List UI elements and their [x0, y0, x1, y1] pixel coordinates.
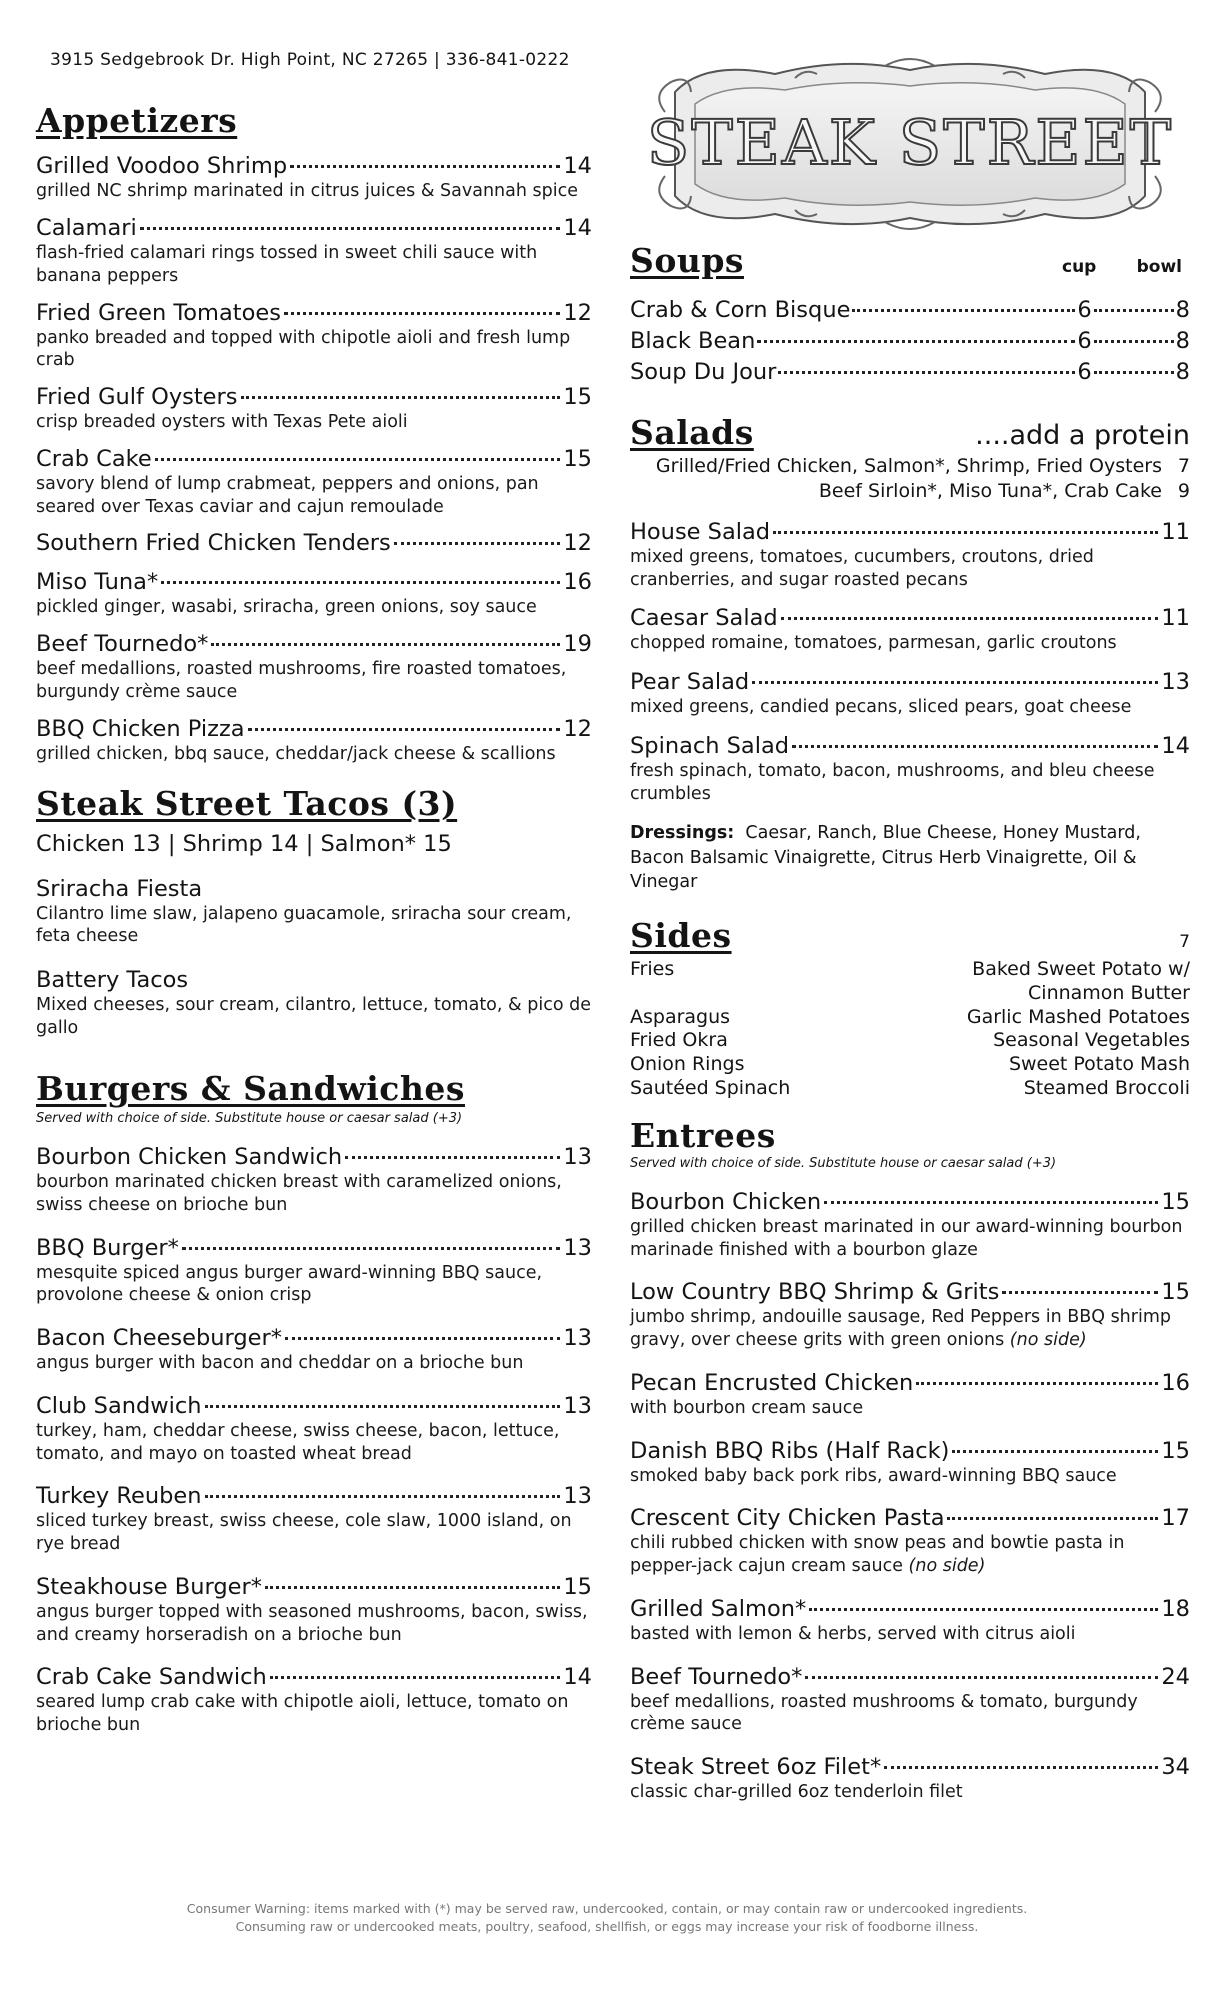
taco-description: Mixed cheeses, sour cream, cilantro, lettuce, tomato, & pico de gallo — [36, 995, 591, 1038]
consumer-warning — [0, 1900, 1214, 1936]
menu-item — [36, 631, 592, 704]
side-item: Garlic Mashed Potatoes — [966, 1005, 1190, 1028]
dot-leader — [792, 744, 1158, 748]
menu-item — [36, 215, 592, 288]
sides-header — [630, 915, 1190, 956]
dot-leader — [884, 1765, 1158, 1769]
dot-leader — [778, 371, 1075, 374]
side-item: Fried Okra — [630, 1029, 728, 1052]
left-column — [36, 100, 592, 1737]
menu-item-description-text: with bourbon cream sauce — [630, 1397, 864, 1418]
protein-price: 9 — [1177, 480, 1190, 503]
dressings-label: Dressings: — [630, 823, 735, 844]
menu-item — [630, 1596, 1190, 1646]
menu-item-name: Beef Tournedo* — [36, 631, 209, 657]
menu-item-description-text: grilled chicken, bbq sauce, cheddar/jack cheese & scallions — [36, 743, 556, 764]
menu-item-description-text: mixed greens, tomatoes, cucumbers, croutons, dried cranberries, and sugar roasted pecans — [630, 546, 1094, 590]
salads-list — [630, 519, 1190, 806]
burgers-list — [36, 1144, 592, 1737]
menu-item-description — [36, 743, 592, 766]
menu-item-description-text: basted with lemon & herbs, served with citrus aioli — [630, 1623, 1076, 1644]
menu-item-description — [630, 1532, 1190, 1578]
menu-item-description-text: angus burger topped with seasoned mushrooms, bacon, swiss, and creamy horseradish on a brioche bun — [36, 1601, 588, 1645]
menu-item-price: 15 — [563, 445, 592, 472]
dot-leader — [947, 1516, 1158, 1520]
menu-item-name: BBQ Burger* — [36, 1234, 179, 1261]
menu-item-name: Beef Tournedo* — [630, 1663, 803, 1690]
taco-item — [36, 875, 592, 949]
dot-leader — [241, 395, 561, 399]
burgers-note: Served with choice of side. Substitute house or caesar salad (+3) — [36, 1111, 463, 1126]
dot-leader — [345, 1155, 560, 1159]
menu-item-description — [630, 632, 1190, 655]
menu-item — [36, 530, 592, 557]
menu-item-row — [36, 1574, 592, 1601]
no-side-note: (no side) — [908, 1556, 986, 1577]
menu-item-price: 15 — [1161, 1188, 1190, 1215]
dot-leader — [824, 1200, 1158, 1204]
dot-leader — [265, 1585, 560, 1589]
menu-item-description-text: savory blend of lump crabmeat, peppers and onions, pan seared over Texas caviar and cajun remoulade — [36, 473, 539, 517]
side-item: Baked Sweet Potato w/ Cinnamon Butter — [972, 958, 1190, 1004]
no-side-note: (no side) — [1009, 1330, 1087, 1351]
menu-item-description — [630, 1306, 1190, 1352]
menu-item — [36, 1325, 592, 1375]
menu-item-name: Bacon Cheeseburger* — [36, 1325, 283, 1351]
dot-leader — [773, 530, 1158, 534]
menu-item-row — [630, 519, 1190, 546]
menu-item-name: Crab Cake Sandwich — [36, 1664, 267, 1691]
side-item: Sautéed Spinach — [630, 1076, 791, 1099]
menu-item-row — [36, 1235, 592, 1262]
menu-item-name: BBQ Chicken Pizza — [36, 715, 245, 742]
menu-item-description — [630, 1781, 1190, 1804]
menu-item-name: Steakhouse Burger* — [36, 1573, 262, 1600]
dot-leader — [205, 1404, 561, 1408]
add-protein-label: ....add a protein — [975, 420, 1190, 452]
menu-item — [36, 384, 592, 434]
menu-item-name: Grilled Salmon* — [630, 1595, 807, 1622]
menu-item-description — [630, 1216, 1190, 1262]
protein-option — [630, 454, 1190, 480]
menu-item-row — [36, 569, 592, 596]
entrees-heading: Entrees — [630, 1115, 776, 1155]
menu-item-description — [36, 411, 592, 434]
menu-item-description-text: crisp breaded oysters with Texas Pete aioli — [36, 412, 408, 432]
menu-item-description-text: mixed greens, candied pecans, sliced pears, goat cheese — [630, 697, 1132, 718]
menu-item-description — [36, 1510, 592, 1556]
menu-item-description — [36, 596, 592, 619]
menu-item-description — [36, 1171, 592, 1217]
menu-item-description — [36, 1262, 592, 1308]
menu-item-description — [630, 760, 1190, 806]
menu-item-name: Bourbon Chicken — [630, 1188, 822, 1215]
taco-description: Cilantro lime slaw, jalapeno guacamole, sriracha sour cream, feta cheese — [36, 903, 572, 947]
menu-item-row — [36, 384, 592, 411]
warning-line-1: Consumer Warning: items marked with (*) may be served raw, undercooked, contain, or may contain raw or undercooked ingredients. — [186, 1901, 1028, 1916]
menu-item — [630, 605, 1190, 655]
dot-leader — [161, 580, 560, 584]
menu-item-row — [630, 1754, 1190, 1781]
dot-leader — [809, 1607, 1158, 1611]
menu-item-description-text: sliced turkey breast, swiss cheese, cole slaw, 1000 island, on rye bread — [36, 1511, 572, 1554]
menu-item-row — [630, 1370, 1190, 1397]
menu-item-name: Bourbon Chicken Sandwich — [36, 1144, 343, 1170]
menu-item-price: 24 — [1161, 1663, 1190, 1690]
menu-item-row — [630, 1438, 1190, 1465]
dot-leader — [284, 311, 560, 315]
menu-item-name: Spinach Salad — [630, 732, 790, 759]
dot-leader — [205, 1494, 561, 1498]
appetizers-heading: Appetizers — [36, 101, 238, 140]
menu-item-row — [36, 1393, 592, 1420]
menu-item-row — [630, 1189, 1190, 1216]
entrees-list — [630, 1189, 1190, 1804]
side-item: Asparagus — [630, 1005, 731, 1028]
menu-item-price: 15 — [1161, 1279, 1190, 1306]
menu-item-row — [630, 1596, 1190, 1623]
right-column — [630, 240, 1190, 1804]
menu-item-row — [630, 605, 1190, 632]
menu-item-description-text: beef medallions, roasted mushrooms, fire roasted tomatoes, burgundy crème sauce — [36, 659, 567, 702]
menu-item-name: Danish BBQ Ribs (Half Rack) — [630, 1437, 950, 1464]
menu-item-description — [36, 1420, 592, 1466]
protein-price: 7 — [1177, 454, 1190, 477]
menu-item-name: House Salad — [630, 518, 771, 545]
soup-row — [630, 326, 1190, 357]
dot-leader — [270, 1675, 561, 1679]
menu-item-description-text: jumbo shrimp, andouille sausage, Red Peppers in BBQ shrimp gravy, over cheese grits with green onions — [630, 1307, 1171, 1351]
menu-item-row — [630, 1505, 1190, 1532]
menu-item — [36, 1664, 592, 1737]
menu-item — [36, 716, 592, 766]
tacos-list — [36, 875, 592, 1040]
menu-item-price: 34 — [1161, 1754, 1190, 1781]
soups-header — [630, 240, 1190, 281]
menu-item-row — [630, 733, 1190, 760]
menu-item — [36, 1574, 592, 1647]
menu-item-name: Club Sandwich — [36, 1392, 202, 1419]
soup-cup-price: 6 — [1077, 359, 1092, 386]
dot-leader — [394, 541, 561, 545]
menu-item-description — [36, 180, 592, 203]
menu-item-price: 17 — [1161, 1505, 1190, 1532]
menu-item-description-text: mesquite spiced angus burger award-winning BBQ sauce, provolone cheese & onion crisp — [36, 1262, 543, 1306]
menu-item — [630, 733, 1190, 806]
menu-item-description — [630, 1623, 1190, 1646]
menu-item-price: 15 — [563, 1573, 592, 1600]
dot-leader — [290, 164, 560, 168]
menu-item-price: 19 — [563, 631, 592, 657]
menu-item — [36, 1235, 592, 1308]
menu-item-name: Steak Street 6oz Filet* — [630, 1754, 882, 1781]
menu-item-price: 13 — [563, 1234, 592, 1261]
menu-item-description-text: grilled chicken breast marinated in our award-winning bourbon marinade finished with a bourbon glaze — [630, 1216, 1183, 1260]
menu-item-row — [36, 153, 592, 180]
menu-item-price: 14 — [563, 215, 592, 241]
menu-item-name: Calamari — [36, 215, 137, 241]
menu-item-price: 15 — [563, 384, 592, 410]
menu-item — [36, 153, 592, 203]
menu-item-name: Turkey Reuben — [36, 1483, 202, 1510]
menu-item-name: Crescent City Chicken Pasta — [630, 1505, 945, 1532]
menu-item — [630, 669, 1190, 719]
menu-item — [630, 1754, 1190, 1804]
side-item: Onion Rings — [630, 1053, 745, 1076]
menu-item-description-text: fresh spinach, tomato, bacon, mushrooms, and bleu cheese crumbles — [630, 760, 1155, 804]
side-item: Steamed Broccoli — [1023, 1076, 1190, 1099]
soup-bowl-price: 8 — [1175, 359, 1190, 386]
menu-item-description — [630, 1397, 1190, 1420]
soup-name: Black Bean — [630, 328, 756, 355]
tacos-heading: Steak Street Tacos (3) — [36, 784, 458, 824]
warning-line-2: Consuming raw or undercooked meats, poultry, seafood, shellfish, or eggs may increase your risk of foodborne illness. — [235, 1919, 979, 1935]
menu-item — [630, 1438, 1190, 1488]
dot-leader — [211, 642, 560, 646]
menu-item-price: 14 — [563, 1664, 592, 1691]
menu-item — [36, 569, 592, 619]
menu-item-description — [36, 1601, 592, 1647]
menu-item-name: Caesar Salad — [630, 605, 778, 632]
menu-item-price: 14 — [1161, 732, 1190, 759]
menu-item-description-text: turkey, ham, cheddar cheese, swiss cheese, bacon, lettuce, tomato, and mayo on toasted wheat bread — [36, 1420, 560, 1464]
menu-item-description — [630, 1465, 1190, 1488]
dressings-text: Caesar, Ranch, Blue Cheese, Honey Mustard, Bacon Balsamic Vinaigrette, Citrus Herb Vinaigrette, Oil & Vinegar — [630, 823, 1141, 893]
cup-label: cup — [1062, 257, 1097, 277]
dot-leader — [248, 727, 561, 731]
protein-list — [630, 454, 1190, 505]
taco-item — [36, 966, 592, 1040]
logo-frame — [645, 52, 1175, 236]
dressings — [630, 821, 1190, 895]
menu-item — [36, 1144, 592, 1217]
taco-name: Battery Tacos — [36, 967, 189, 994]
soup-cup-price: 6 — [1077, 328, 1092, 355]
menu-item-name: Pear Salad — [630, 669, 750, 696]
soup-name: Soup Du Jour — [630, 359, 777, 386]
menu-item — [630, 1189, 1190, 1262]
menu-item-name: Grilled Voodoo Shrimp — [36, 153, 288, 180]
menu-item-price: 12 — [563, 299, 592, 326]
menu-item-price: 13 — [563, 1144, 592, 1170]
dot-leader — [182, 1246, 560, 1250]
menu-item-description — [36, 1352, 592, 1375]
menu-item-name: Pecan Encrusted Chicken — [630, 1369, 914, 1396]
taco-name: Sriracha Fiesta — [36, 875, 203, 902]
menu-item-row — [36, 446, 592, 473]
menu-item-row — [36, 215, 592, 242]
dot-leader — [1002, 1290, 1158, 1294]
menu-item — [630, 1664, 1190, 1737]
menu-item-description — [36, 242, 592, 288]
menu-item-price: 16 — [1161, 1369, 1190, 1396]
dot-leader — [805, 1675, 1158, 1679]
appetizers-list — [36, 153, 592, 765]
menu-item-description-text: smoked baby back pork ribs, award-winning BBQ sauce — [630, 1465, 1117, 1486]
steak-street-logo — [645, 52, 1175, 236]
menu-item-row — [630, 669, 1190, 696]
menu-item-name: Fried Gulf Oysters — [36, 384, 238, 410]
menu-item-description — [630, 696, 1190, 719]
menu-item-name: Southern Fried Chicken Tenders — [36, 530, 391, 557]
menu-item-description-text: panko breaded and topped with chipotle aioli and fresh lump crab — [36, 327, 571, 371]
menu-item — [36, 300, 592, 373]
menu-item-row — [36, 530, 592, 557]
dot-leader — [1094, 371, 1174, 374]
dot-leader — [1094, 340, 1174, 343]
menu-item-price: 18 — [1161, 1595, 1190, 1622]
menu-item-description — [630, 1691, 1190, 1737]
menu-item-price: 13 — [563, 1325, 592, 1351]
menu-item-description — [36, 327, 592, 373]
menu-item-description-text: seared lump crab cake with chipotle aioli, lettuce, tomato on brioche bun — [36, 1692, 569, 1735]
side-item: Sweet Potato Mash — [1008, 1053, 1190, 1076]
dot-leader — [916, 1381, 1158, 1385]
soup-row — [630, 295, 1190, 326]
menu-item-name: Low Country BBQ Shrimp & Grits — [630, 1279, 1000, 1306]
menu-item-row — [36, 300, 592, 327]
salads-heading: Salads — [630, 413, 754, 453]
soup-cup-price: 6 — [1077, 297, 1092, 324]
menu-item-price: 12 — [563, 530, 592, 557]
menu-item — [36, 446, 592, 519]
bowl-label: bowl — [1136, 257, 1182, 277]
menu-item-description-text: classic char-grilled 6oz tenderloin filet — [630, 1782, 963, 1803]
dot-leader — [781, 616, 1159, 620]
menu-item — [36, 1483, 592, 1556]
burgers-heading: Burgers & Sandwiches — [36, 1068, 465, 1108]
soup-bowl-price: 8 — [1175, 297, 1190, 324]
menu-item-description-text: grilled NC shrimp marinated in citrus juices & Savannah spice — [36, 181, 578, 202]
menu-item-name: Crab Cake — [36, 445, 152, 472]
sides-price: 7 — [1179, 931, 1190, 952]
menu-item-name: Miso Tuna* — [36, 569, 159, 596]
menu-item-row — [36, 1664, 592, 1691]
dot-leader — [155, 457, 561, 461]
dot-leader — [140, 226, 561, 230]
entrees-note: Served with choice of side. Substitute house or caesar salad (+3) — [630, 1155, 1057, 1171]
soup-bowl-price: 8 — [1175, 328, 1190, 355]
menu-item — [630, 519, 1190, 592]
menu-item-description — [36, 473, 592, 519]
menu-item-description-text: angus burger with bacon and cheddar on a brioche bun — [36, 1353, 524, 1373]
menu-item — [36, 1393, 592, 1466]
dot-leader — [757, 340, 1075, 343]
dot-leader — [1094, 309, 1174, 312]
menu-item — [630, 1370, 1190, 1420]
menu-item-row — [36, 1144, 592, 1171]
menu-item — [630, 1505, 1190, 1578]
menu-item-row — [36, 631, 592, 658]
protein-names: Beef Sirloin*, Miso Tuna*, Crab Cake — [818, 480, 1162, 503]
protein-option — [630, 479, 1190, 505]
menu-item-row — [630, 1664, 1190, 1691]
menu-item-row — [36, 1325, 592, 1352]
soup-row — [630, 357, 1190, 388]
sides-grid — [630, 958, 1190, 1101]
menu-item-price: 11 — [1161, 518, 1190, 545]
menu-item-description-text: beef medallions, roasted mushrooms & tomato, burgundy crème sauce — [630, 1691, 1138, 1735]
menu-item-price: 14 — [563, 153, 592, 180]
menu-item-name: Fried Green Tomatoes — [36, 299, 281, 326]
dot-leader — [285, 1336, 560, 1340]
menu-item-description-text: flash-fried calamari rings tossed in sweet chili sauce with banana peppers — [36, 243, 538, 286]
side-item: Seasonal Vegetables — [993, 1029, 1190, 1052]
menu-item-description — [630, 546, 1190, 592]
menu-item-price: 11 — [1161, 605, 1190, 632]
dot-leader — [852, 309, 1075, 312]
soups-list — [630, 295, 1190, 388]
menu-item-price: 12 — [563, 715, 592, 742]
menu-item-description-text: pickled ginger, wasabi, sriracha, green onions, soy sauce — [36, 597, 537, 618]
menu-item-description-text: bourbon marinated chicken breast with caramelized onions, swiss cheese on brioche bun — [36, 1172, 562, 1215]
menu-item-row — [36, 1483, 592, 1510]
menu-item-price: 13 — [563, 1483, 592, 1510]
menu-item-row — [630, 1279, 1190, 1306]
menu-item-description-text: chopped romaine, tomatoes, parmesan, garlic croutons — [630, 633, 1117, 654]
menu-item-row — [36, 716, 592, 743]
menu-item-description — [36, 1691, 592, 1737]
soup-name: Crab & Corn Bisque — [630, 297, 851, 324]
side-item: Fries — [630, 958, 675, 981]
restaurant-address: 3915 Sedgebrook Dr. High Point, NC 27265 | 336-841-0222 — [50, 50, 570, 70]
menu-item-price: 13 — [563, 1392, 592, 1419]
menu-item — [630, 1279, 1190, 1352]
protein-names: Grilled/Fried Chicken, Salmon*, Shrimp, Fried Oysters — [655, 454, 1162, 477]
menu-item-description — [36, 658, 592, 704]
menu-item-description-text: chili rubbed chicken with snow peas and bowtie pasta in pepper-jack cajun cream sauce — [630, 1533, 1125, 1577]
menu-item-price: 13 — [1161, 669, 1190, 696]
soups-heading: Soups — [630, 241, 744, 280]
dot-leader — [752, 680, 1158, 684]
dot-leader — [952, 1449, 1158, 1453]
tacos-prices: Chicken 13 | Shrimp 14 | Salmon* 15 — [36, 830, 452, 857]
menu-item-price: 15 — [1161, 1437, 1190, 1464]
menu-item-price: 16 — [563, 569, 592, 596]
salads-header — [630, 412, 1190, 453]
logo-text: STEAK STREET — [646, 106, 1174, 179]
sides-heading: Sides — [630, 915, 732, 955]
